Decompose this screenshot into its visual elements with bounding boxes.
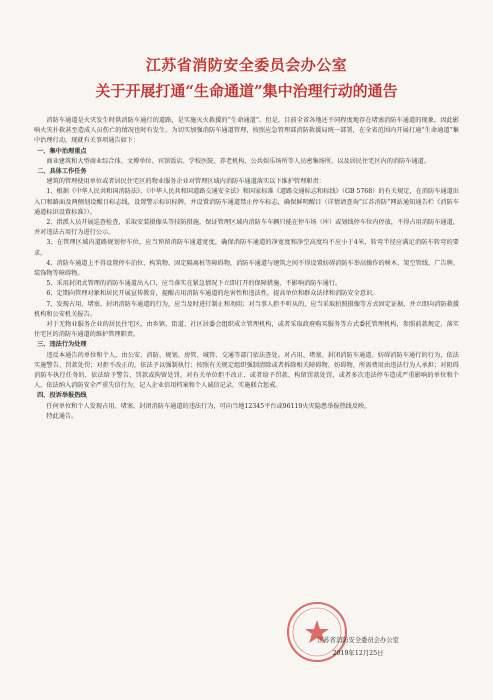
document-body: [34, 116, 459, 422]
section-4-paragraph: 任何单位和个人发现占用、堵塞、封闭消防车通道的违法行为，可向当地12345平台或96119火灾隐患举报热线反映。: [46, 402, 371, 410]
closing-paragraph: 特此通告。: [46, 412, 78, 420]
section-heading-3: 三、违法行为处理: [37, 341, 87, 349]
task-item-4: 4、消防车通道上不得设置停车泊位、构筑物、固定隔离桩等障碍物，消防车通道与建筑之间不得设置妨碍消防车举高操作的树木、架空管线、广告牌、装饰物等障碍物。: [34, 259, 459, 278]
section-heading-1: 一、集中治理重点: [37, 147, 87, 155]
signature-block: [258, 634, 458, 660]
signature-date: 2019年12月25日: [332, 650, 384, 657]
intro-paragraph: 消防车通道是火灾发生时供消防车通行的道路，是实施灭火救援的“生命通道”。但是，目前全省各地还不同程度地存在堵塞消防车通道的现象，因此影响火灾扑救甚至造成人员伤亡的情况也时有发生。为切实加强消防车通道管理，按照应急管理部消防救援局统一部署，在全省范围内开展打通“生命通道”集中治理行动，现就有关事项通告如下：: [34, 117, 459, 145]
document-title: 关于开展打通“生命通道”集中治理行动的通告: [95, 82, 398, 100]
issuing-organization: 江苏省消防安全委员会办公室: [145, 56, 348, 74]
task-item-5: 5、采用封闭式管理的消防车通道出入口，应当落实在紧急情况下立即打开的保障措施，不影响消防车通行。: [46, 280, 342, 288]
task-item-1: 1、根据《中华人民共和国消防法》、《中华人民共和国道路交通安全法》和国家标准《道路交通标志和标线》（GB 5768）的有关规定，在消防车通道出入口和路面及两侧划设醒目标志线，设置警示标识标牌，并设置消防车通道禁止停车标志，确保鲜明醒目（详情请查询“江苏消防”网站通知通告栏《消防车通道标识设置标准》）。: [34, 188, 459, 216]
signature-organization: 江苏省消防安全委员会办公室: [317, 637, 399, 644]
no-property-paragraph: 对于无物业服务企业的居民住宅区，由乡镇、街道、社区居委会组织成立管理机构，或者采取政府购买服务等方式委托管理机构，参照前款规定，落实住宅区的消防车通道的维护管理职责。: [34, 321, 459, 339]
task-item-3: 3、在管理区域内道路规划停车位，应当预留消防车通道宽度，确保消防车通道的净宽度和净空高度均不应小于4米，转弯半径应满足消防车转弯的要求。: [34, 239, 459, 257]
section-heading-2: 二、具体工作任务: [37, 168, 87, 176]
section-1-paragraph: 商业建筑和大型商业综合体、文博单位、宾馆饭店、学校医院、养老机构、公共娱乐场所等人员密集场所，以及居民住宅区内的消防车通道。: [46, 157, 431, 165]
section-2-intro: 建筑的管理使用单位或者居民住宅区的物业服务企业对管理区域内消防车通道落实以下维护管理职责：: [46, 178, 325, 186]
task-item-6: 6、定期向管理对象和居民开展宣传教育，提醒占用消防车通道的危害性和违法性，提高单位和群众法律和消防安全意识。: [46, 290, 379, 298]
task-item-2: 2、指派人员开展巡查检查，采取安装摄像头等技防措施，保证管理区域内消防车车辆只能在停车场（库）或划线停车位内停放，不得占用消防车通道，并对违法占用行为进行公示。: [34, 219, 459, 237]
task-item-7: 7、发现占用、堵塞、封闭消防车通道的行为，应当及时进行制止和劝阻；对当事人拒不听从的，应当采取拍照摄像等方式固定证据，并立即向消防救援机构和公安机关报告。: [34, 300, 459, 318]
section-heading-4: 四、投诉举报热线: [37, 392, 87, 400]
section-3-paragraph: 违反本通告的单位和个人，由公安、消防、规划、房管、城管、交通等部门依法查处。对占用、堵塞、封闭消防车通道、妨碍消防车通行的行为，依法实施警告、罚款处罚；对拒不改正的，依法予以强制执行；按照有关规定组织强制清除或者拆除相关障碍物、妨碍物，所需费用由违法行为人承担；对阻碍消防车执行任务的，依法给予警告、罚款或拘留处罚。对有关单位拒不改正、或者给予罚款、构留罚款处罚，或者多次违法停车造成严重影响的单位和个人，依法纳入消防安全严重失信行为，记入企业信用档案和个人诚信记录，实施联合惩戒。: [34, 351, 459, 390]
